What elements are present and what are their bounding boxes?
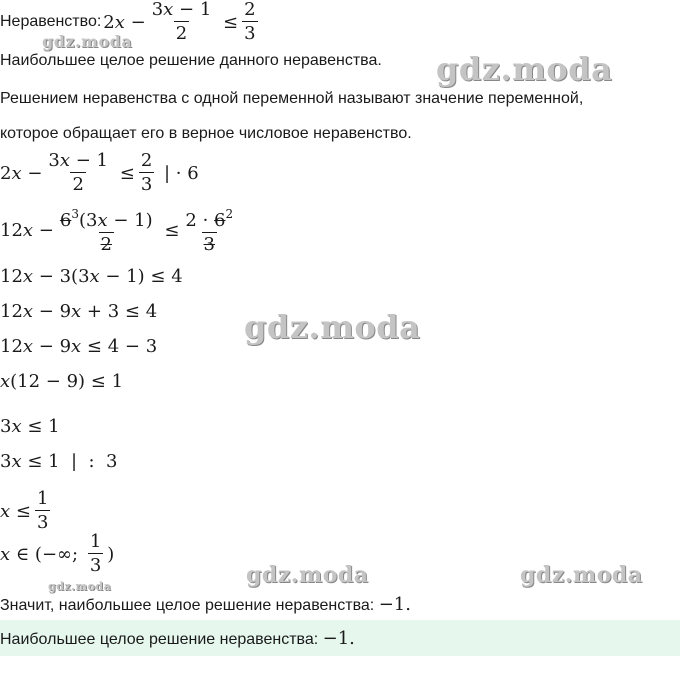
- solution-step-1: 2 x − $\frac{3x - 1}{2}$ ≤ $\frac{2}{3}$ | · 6: [0, 149, 199, 195]
- watermark-logo: gdz.moda: [436, 50, 613, 88]
- watermark-logo: gdz.moda: [520, 562, 643, 588]
- answer-value: −1.: [322, 628, 355, 649]
- inequality-expression: 2 x − $\frac{3x - 1}{2}$ ≤ $\frac{2}{3}$: [103, 0, 256, 44]
- conclusion-text: Значит, наибольшее целое решение неравенства:: [0, 597, 375, 614]
- solution-step-7: 3x ≤ 1: [0, 416, 60, 437]
- solution-step-4: 12x − 9x + 3 ≤ 4: [0, 301, 158, 322]
- answer-box: [0, 620, 680, 656]
- question-text: Наибольшее целое решение данного неравенства.: [0, 52, 382, 69]
- solution-step-9: x ≤ $\frac{1}{3}$: [0, 487, 49, 533]
- watermark-logo: gdz.moda: [246, 562, 369, 588]
- solution-interval: x ∈ (−∞; $\frac{1}{3}$ ): [0, 530, 115, 576]
- solution-step-5: 12x − 9x ≤ 4 − 3: [0, 336, 158, 357]
- conclusion-line: [0, 594, 411, 615]
- definition-line-2: которое обращает его в верное числовое неравенство.: [0, 125, 412, 142]
- definition-line-1: Решением неравенства с одной переменной называют значение переменной,: [0, 90, 584, 107]
- solution-step-2: 12 x − $\frac{6^3(3x - 1)}{2}$ ≤ $\frac{2 \cdot 6^2}{3}$: [0, 207, 234, 255]
- solution-step-6: x(12 − 9) ≤ 1: [0, 371, 124, 392]
- answer-label: Наибольшее целое решение неравенства:: [0, 631, 319, 648]
- watermark-logo: gdz.moda: [48, 580, 112, 593]
- solution-step-8: 3x ≤ 1 | : 3: [0, 451, 118, 472]
- conclusion-value: −1.: [378, 594, 411, 615]
- watermark-logo: gdz.moda: [42, 32, 133, 51]
- inequality-label: Неравенство:: [0, 13, 102, 30]
- watermark-logo: gdz.moda: [244, 308, 421, 346]
- solution-step-3: 12x − 3(3x − 1) ≤ 4: [0, 266, 183, 287]
